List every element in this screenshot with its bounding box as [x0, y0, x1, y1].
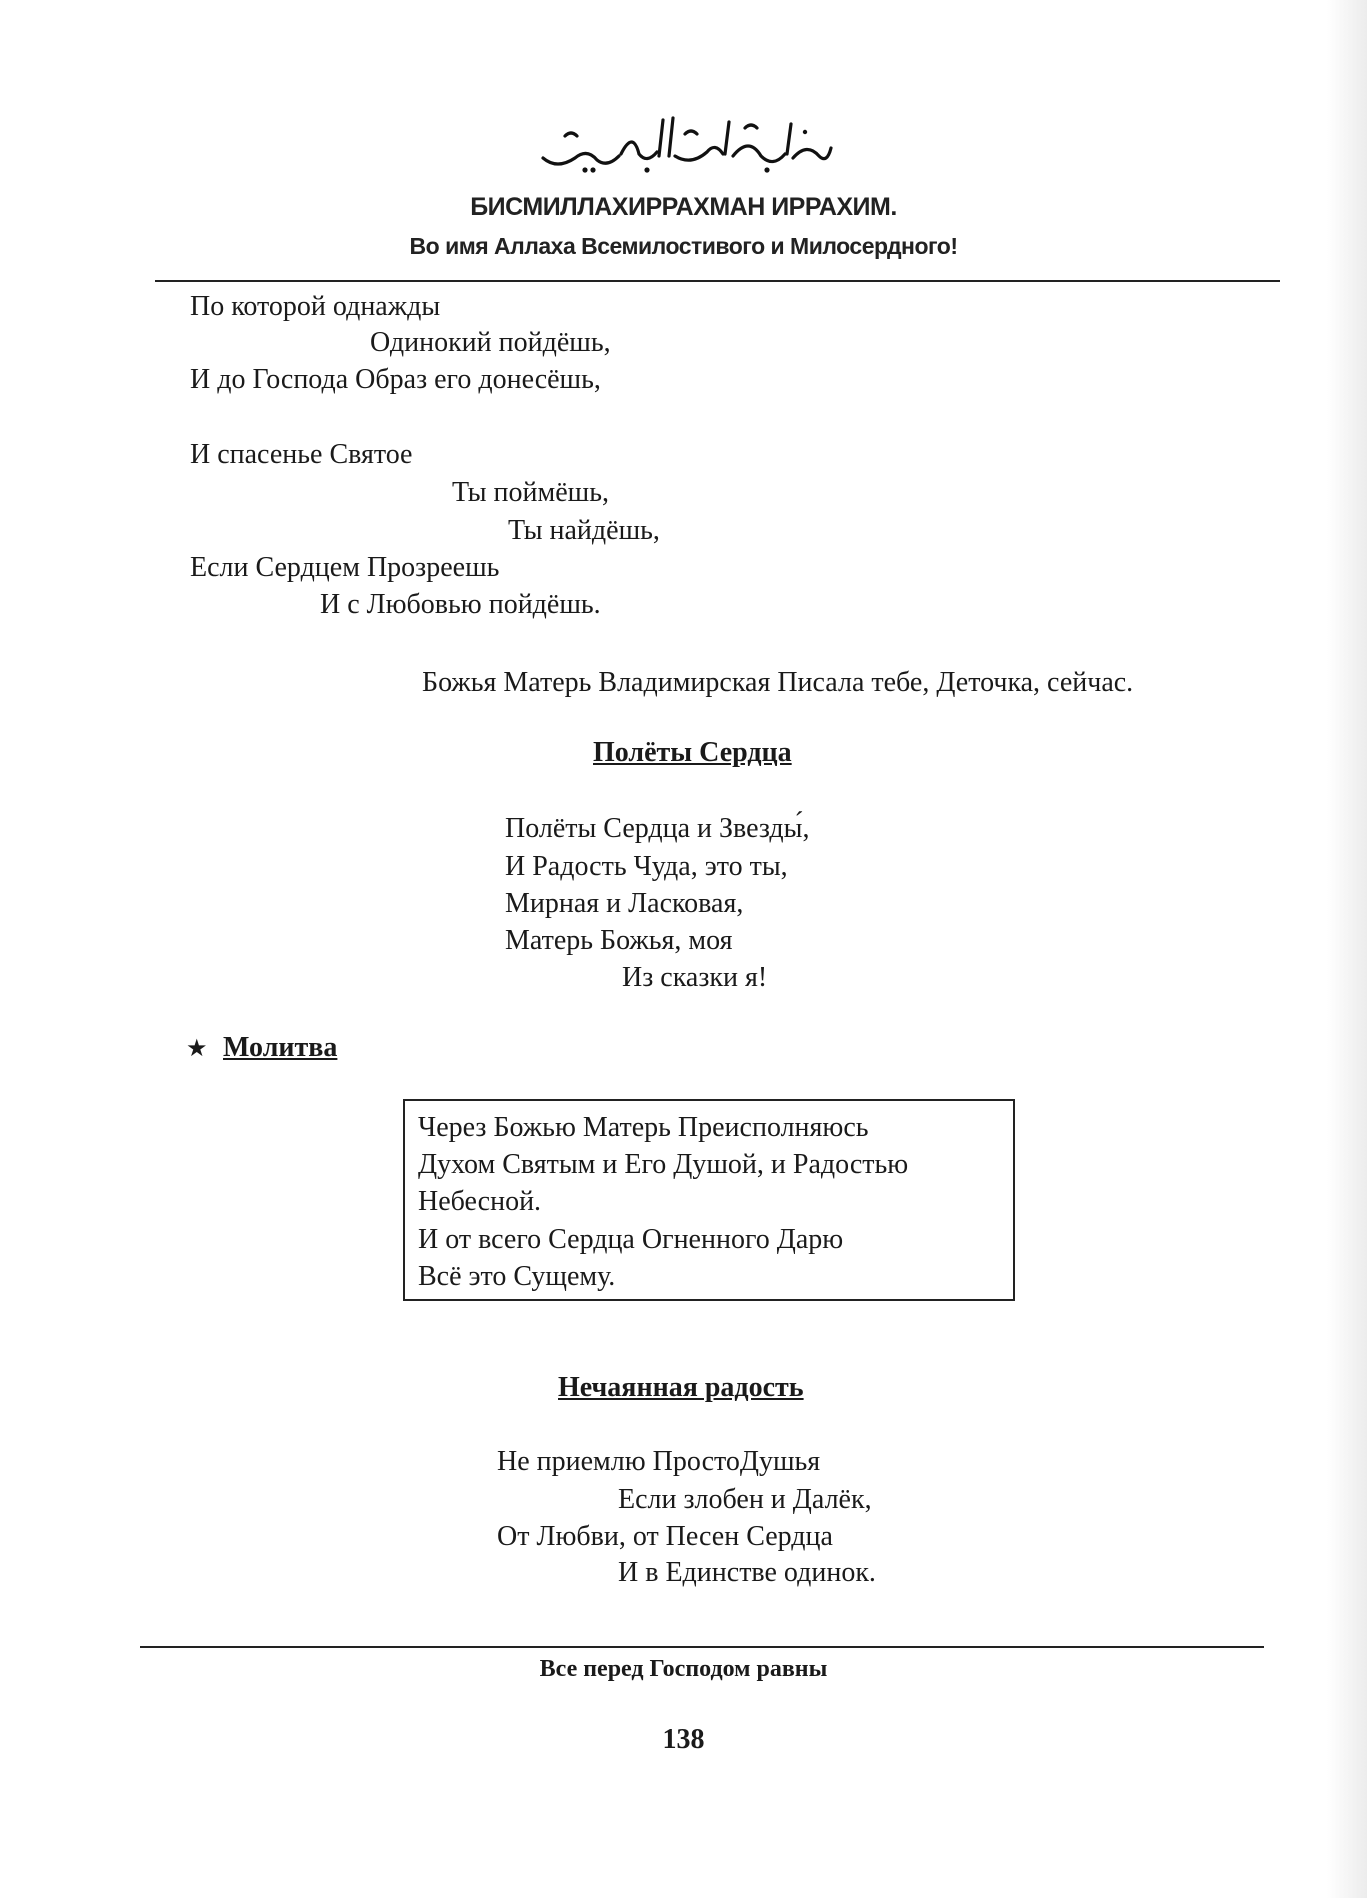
poem-line: И с Любовью пойдёшь. [320, 589, 601, 620]
prayer-line: Небесной. [418, 1186, 542, 1217]
prayer-line: И от всего Сердца Огненного Дарю [418, 1224, 844, 1255]
poem-line: Если злобен и Далёк, [618, 1484, 872, 1515]
prayer-line: Всё это Сущему. [418, 1261, 616, 1292]
poem-line: И спасенье Святое [190, 439, 413, 470]
poem-title: Полёты Сердца [593, 737, 792, 768]
prayer-title: Молитва [223, 1032, 338, 1063]
scan-edge-shadow [1327, 0, 1367, 1898]
poem-title: Нечаянная радость [558, 1372, 804, 1403]
poem-line: Ты найдёшь, [508, 515, 660, 546]
prayer-line: Духом Святым и Его Душой, и Радостью [418, 1149, 909, 1180]
poem-line: Мирная и Ласковая, [505, 888, 744, 919]
poem-line: Если Сердцем Прозреешь [190, 552, 500, 583]
poem-line: Одинокий пойдёшь, [370, 327, 611, 358]
poem-line: Полёты Сердца и Звезды́, [505, 813, 810, 844]
poem-line: И в Единстве одинок. [618, 1557, 876, 1588]
page-number: 138 [662, 1724, 705, 1755]
poem-line: Ты поймёшь, [452, 477, 609, 508]
running-title: Все перед Господом равны [539, 1656, 828, 1682]
star-icon: ★ [186, 1036, 208, 1062]
header-rule [155, 280, 1280, 282]
bismillah-calligraphy [535, 112, 835, 174]
poem-line: От Любви, от Песен Сердца [497, 1521, 833, 1552]
poem-line: По которой однажды [190, 291, 441, 322]
footer-rule [140, 1646, 1264, 1648]
prayer-line: Через Божью Матерь Преисполняюсь [418, 1112, 869, 1143]
bismillah-transliteration: БИСМИЛЛАХИРРАХМАН ИРРАХИМ. [470, 193, 897, 221]
bismillah-translation: Во имя Аллаха Всемилостивого и Милосердного! [409, 233, 958, 259]
poem-line: И до Господа Образ его донесёшь, [190, 364, 601, 395]
attribution-line: Божья Матерь Владимирская Писала тебе, Деточка, сейчас. [422, 667, 1134, 698]
poem-line: Из сказки я! [622, 962, 768, 993]
poem-line: Не приемлю ПростоДушья [497, 1446, 821, 1477]
poem-line: Матерь Божья, моя [505, 925, 733, 956]
poem-line: И Радость Чуда, это ты, [505, 851, 788, 882]
